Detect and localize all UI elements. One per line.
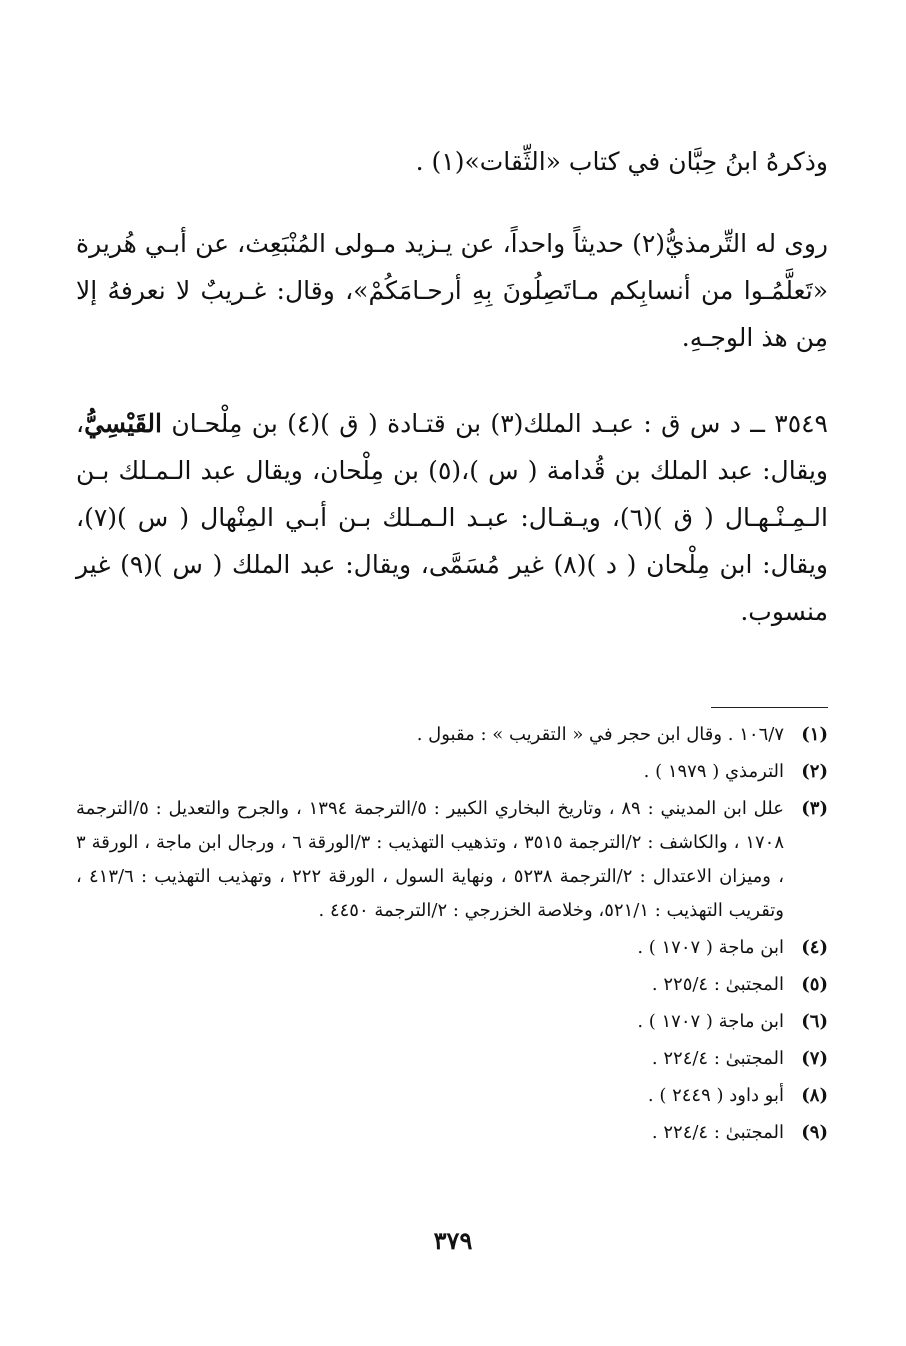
footnote-text: المجتبىٰ : ٢٢٥/٤ . xyxy=(651,974,784,995)
entry-body: ، ويقال: عبد الملك بن قُدامة ( س )،(٥) بن مِلْحان، ويقال عبد الـمـلك بـن الـمِـنْـهـال ( ق )(٦)، ويـقـال: عبـد الـمـلك بـن أبـي المِنْهال ( س )(٧)، ويقال: ابن مِلْحان ( د )(٨) غير مُسَمَّى، ويقال: عبد الملك ( س )(٩) غير منسوب. xyxy=(76,409,828,626)
footnote xyxy=(76,1005,828,1039)
footnote-text: ابن ماجة ( ١٧٠٧ ) . xyxy=(637,937,784,958)
paragraph-ibn-hibban: وذكرهُ ابنُ حِبَّان في كتاب «الثِّقات»(١) . xyxy=(415,147,828,176)
footnote xyxy=(76,755,828,789)
footnote xyxy=(76,792,828,928)
footnote-number: (٦) xyxy=(801,1011,828,1032)
footnote-text: أبو داود ( ٢٤٤٩ ) . xyxy=(647,1085,784,1106)
footnote xyxy=(76,718,828,752)
footnote-text: المجتبىٰ : ٢٢٤/٤ . xyxy=(651,1122,784,1143)
footnotes-list xyxy=(76,718,828,1153)
footnote-number: (٤) xyxy=(801,937,828,958)
footnote-number: (٣) xyxy=(801,798,828,819)
footnote-number: (٨) xyxy=(801,1085,828,1106)
page-number: ٣٧٩ xyxy=(433,1226,473,1255)
footnote-text: علل ابن المديني : ٨٩ ، وتاريخ البخاري الكبير : ٥/الترجمة ١٣٩٤ ، والجرح والتعديل : ٥/الترجمة ١٧٠٨ ، والكاشف : ٢/الترجمة ٣٥١٥ ، وتذهيب التهذيب : ٣/الورقة ٦ ، ورجال ابن ماجة ، الورقة ٣ ، وميزان الاعتدال : ٢/الترجمة ٥٢٣٨ ، ونهاية السول ، الورقة ٢٢٢ ، وتهذيب التهذيب : ٤١٣/٦ ، وتقريب التهذيب : ٥٢١/١، وخلاصة الخزرجي : ٢/الترجمة ٤٤٥٠ . xyxy=(76,798,785,921)
entry-heading: ٣٥٤٩ ــ د س ق : عبـد الملك(٣) بن قتـادة ( ق )(٤) بن مِلْحـان xyxy=(161,409,828,438)
footnote-number: (٥) xyxy=(801,974,828,995)
entry-nisba: القَيْسِيُّ xyxy=(84,409,162,438)
footnote-number: (٩) xyxy=(801,1122,828,1143)
footnote-text: المجتبىٰ : ٢٢٤/٤ . xyxy=(651,1048,784,1069)
entry-3549 xyxy=(76,400,828,635)
footnote xyxy=(76,1116,828,1150)
footnote-text: الترمذي ( ١٩٧٩ ) . xyxy=(643,761,784,782)
footnote-text: ابن ماجة ( ١٧٠٧ ) . xyxy=(637,1011,784,1032)
footnote xyxy=(76,968,828,1002)
footnote xyxy=(76,931,828,965)
footnote xyxy=(76,1042,828,1076)
footnote-text: ١٠٦/٧ . وقال ابن حجر في « التقريب » : مقبول . xyxy=(416,724,784,745)
footnote-number: (١) xyxy=(801,724,828,745)
footnote-number: (٧) xyxy=(801,1048,828,1069)
footnote-number: (٢) xyxy=(801,761,828,782)
footnote-separator xyxy=(711,707,828,708)
footnote xyxy=(76,1079,828,1113)
paragraph-tirmidhi: روى له التِّرمذيُّ(٢) حديثاً واحداً، عن يـزيد مـولى المُنْبَعِث، عن أبـي هُريرة «تَعلَّمُـوا من أنسابِكم مـاتَصِلُونَ بِهِ أرحـامَكُمْ»، وقال: غـريبٌ لا نعرفهُ إلا مِن هذ الوجـهِ. xyxy=(76,229,828,352)
